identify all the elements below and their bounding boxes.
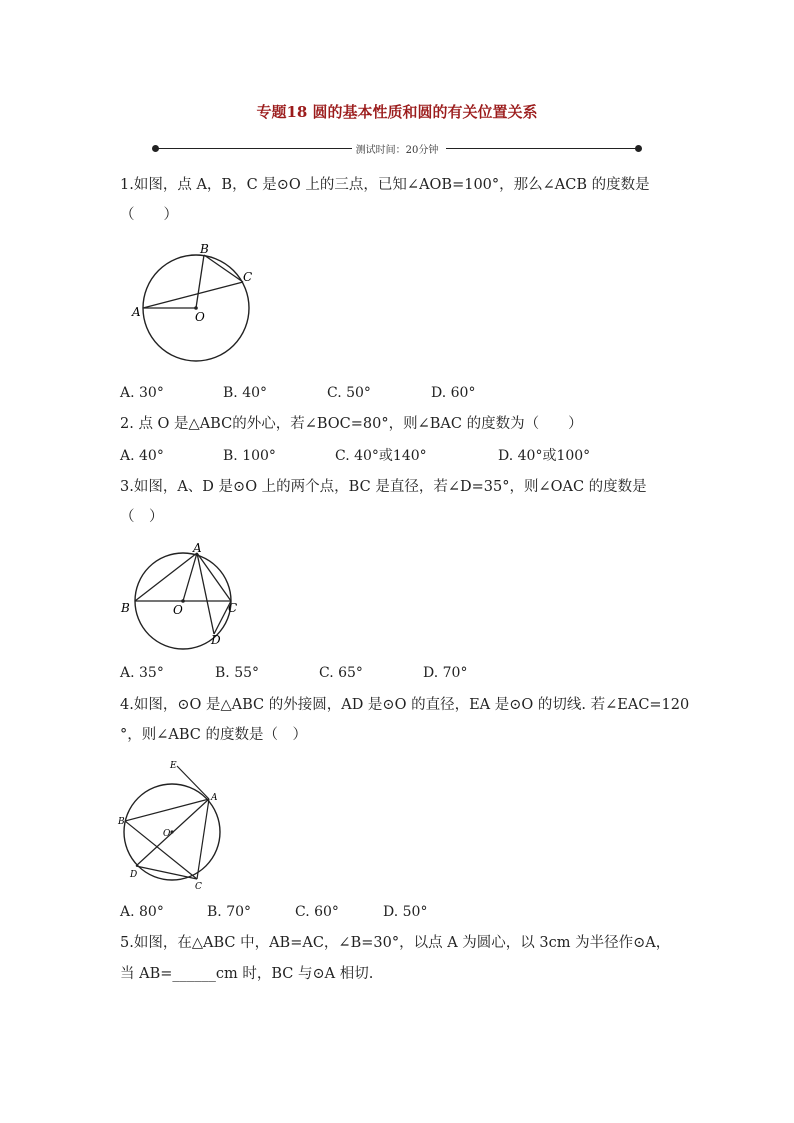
q4-center-point (170, 830, 173, 833)
q3-option-d[interactable]: D. 70° (423, 665, 468, 681)
q1-stem-line2: （ ） (120, 207, 178, 223)
q3-label-o: O (173, 603, 183, 617)
q2-stem: 2. 点 O 是△ABC的外心，若∠BOC=80°，则∠BAC 的度数为（ ） (120, 416, 583, 432)
q4-stem-line2: °，则∠ABC 的度数是（ ） (120, 727, 307, 743)
q1-label-c: C (243, 270, 253, 284)
q1-option-c[interactable]: C. 50° (327, 385, 371, 401)
q1-option-a[interactable]: A. 30° (120, 385, 164, 401)
q5-stem-line1: 5.如图，在△ABC 中，AB=AC，∠B=30°，以点 A 为圆心，以 3cm 为半径作⊙A， (120, 935, 671, 951)
q4-label-o: O (163, 829, 171, 839)
q2-option-a[interactable]: A. 40° (120, 448, 164, 464)
q4-option-a[interactable]: A. 80° (120, 904, 164, 920)
test-time: 测试时间：20分钟 (355, 145, 439, 156)
q1-label-b: B (200, 242, 209, 256)
q4-label-c: C (195, 882, 202, 892)
q4-option-d[interactable]: D. 50° (383, 904, 428, 920)
q4-label-a: A (211, 793, 218, 803)
q4-label-d: D (130, 870, 138, 880)
q2-option-d[interactable]: D. 40°或100° (498, 448, 591, 464)
q2-option-c[interactable]: C. 40°或140° (335, 448, 427, 464)
q3-option-b[interactable]: B. 55° (215, 665, 260, 681)
q4-option-c[interactable]: C. 60° (295, 904, 339, 920)
q1-label-a: A (132, 305, 141, 319)
q4-stem-line1: 4.如图，⊙O 是△ABC 的外接圆，AD 是⊙O 的直径，EA 是⊙O 的切线. 若∠EAC=120 (120, 697, 690, 713)
q4-segment-ac (197, 799, 209, 879)
q4-label-b: B (118, 817, 125, 827)
q3-stem-line1: 3.如图，A、D 是⊙O 上的两个点，BC 是直径，若∠D=35°，则∠OAC 的度数是 (120, 479, 647, 495)
page-title: 专题18 圆的基本性质和圆的有关位置关系 (256, 103, 538, 121)
q4-option-b[interactable]: B. 70° (207, 904, 252, 920)
q1-label-o: O (195, 310, 205, 324)
q1-stem-line1: 1.如图，点 A，B，C 是⊙O 上的三点，已知∠AOB=100°，那么∠ACB 的度数是 (120, 177, 650, 193)
q4-tangent-ea (177, 766, 209, 799)
q3-label-d: D (211, 633, 221, 647)
q2-option-b[interactable]: B. 100° (223, 448, 276, 464)
q3-label-a: A (193, 541, 202, 555)
q3-label-c: C (228, 601, 238, 615)
q3-option-c[interactable]: C. 65° (319, 665, 363, 681)
q3-stem-line2: （ ） (120, 509, 164, 525)
q4-label-e: E (170, 761, 177, 771)
q3-option-a[interactable]: A. 35° (120, 665, 164, 681)
q5-stem-line2: 当 AB=______cm 时，BC 与⊙A 相切. (120, 966, 374, 982)
q1-option-d[interactable]: D. 60° (431, 385, 476, 401)
q3-label-b: B (121, 601, 130, 615)
q1-option-b[interactable]: B. 40° (223, 385, 268, 401)
